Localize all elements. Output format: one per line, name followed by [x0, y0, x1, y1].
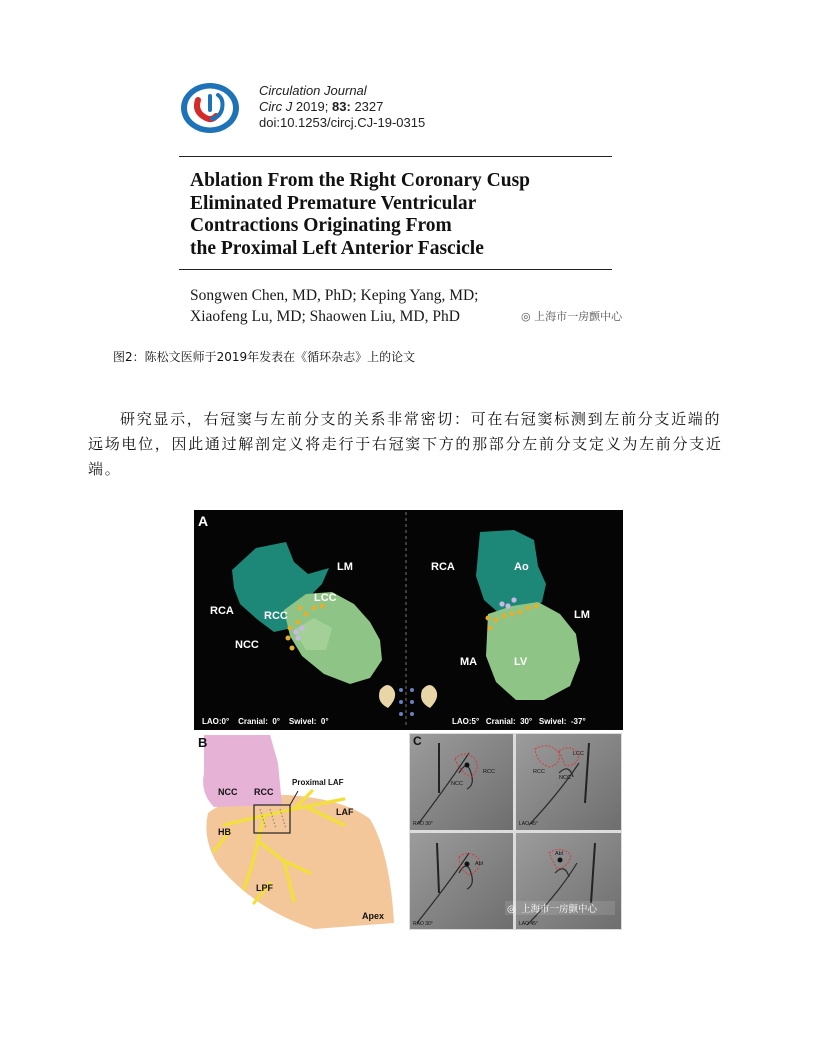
tile4-label-abl: Abl	[555, 851, 563, 857]
label-lv-right: LV	[514, 656, 528, 668]
journal-doi: doi:10.1253/circj.CJ-19-0315	[259, 115, 426, 130]
body-paragraph: 研究显示，右冠窦与左前分支的关系非常密切：可在右冠窦标测到左前分支近端的远场电位，因此通过解剖定义将走行于右冠窦下方的那部分左前分支定义为左前分支近端。	[88, 410, 723, 478]
journal-citation	[259, 99, 425, 115]
label-lcc-left: LCC	[314, 592, 337, 604]
panel-b-letter: B	[198, 735, 208, 750]
journal-meta	[259, 83, 425, 131]
citation-abbr: Circ J	[259, 99, 293, 114]
wechat-icon: ◎	[521, 310, 531, 323]
label-rca-right: RCA	[431, 561, 455, 573]
tile1-label-ncc: NCC	[451, 781, 463, 787]
watermark	[519, 308, 624, 324]
journal-logo	[180, 82, 240, 134]
title-line: the Proximal Left Anterior Fascicle	[190, 237, 484, 259]
figure-caption: 图2：陈松文医师于2019年发表在《循环杂志》上的论文	[113, 350, 416, 364]
label-lm-right: LM	[574, 609, 590, 621]
tile2-label-lcc: LCC	[573, 751, 585, 757]
label-lm-left: LM	[337, 561, 353, 573]
wechat-icon: ◎	[507, 904, 516, 915]
label-lpf: LPF	[256, 883, 273, 893]
figure-panel-a	[194, 510, 623, 730]
panel-c-watermark: 上海市一房颤中心	[521, 904, 598, 915]
label-rca-left: RCA	[210, 605, 234, 617]
tile2-view: LAO 45°	[519, 821, 538, 827]
header-rule-top	[179, 156, 612, 157]
label-ma-right: MA	[460, 656, 478, 668]
label-ncc-left: NCC	[235, 639, 259, 651]
figure-panel-c	[409, 733, 622, 930]
citation-pages: 2327	[354, 99, 384, 114]
label-apex: Apex	[362, 911, 385, 921]
label-hb: HB	[218, 827, 231, 837]
tile1-view: RAO 30°	[413, 821, 433, 827]
label-rcc-left: RCC	[264, 610, 288, 622]
label-ncc-b: NCC	[218, 787, 238, 797]
header-rule-bottom	[179, 269, 612, 270]
tile4-view: LAO 45°	[519, 921, 538, 927]
journal-name: Circulation Journal	[259, 83, 367, 98]
watermark-text: 上海市一房颤中心	[534, 310, 623, 323]
panel-a-letter: A	[198, 513, 209, 529]
tile3-view: RAO 30°	[413, 921, 433, 927]
author-line: Xiaofeng Lu, MD; Shaowen Liu, MD, PhD	[190, 308, 460, 325]
tile1-label-rcc: RCC	[483, 769, 495, 775]
view-angle-left: LAO:0° Cranial: 0° Swivel: 0°	[202, 717, 329, 726]
tile2-label-ncc: NCC	[559, 775, 571, 781]
tile2-label-rcc: RCC	[533, 769, 545, 775]
citation-volume: 83:	[332, 99, 351, 114]
label-proximal-laf: Proximal LAF	[292, 778, 344, 787]
label-ao-right: Ao	[514, 561, 529, 573]
view-angle-right: LAO:5° Cranial: 30° Swivel: -37°	[452, 717, 586, 726]
title-line: Contractions Originating From	[190, 215, 452, 236]
title-line: Eliminated Premature Ventricular	[190, 192, 477, 214]
article-title	[190, 170, 610, 260]
citation-year: 2019;	[295, 99, 329, 114]
title-line: Ablation From the Right Coronary Cusp	[190, 170, 531, 191]
tile3-label-abl: Abl	[475, 861, 483, 867]
panel-c-letter: C	[413, 734, 422, 748]
author-line: Songwen Chen, MD, PhD; Keping Yang, MD;	[190, 287, 479, 304]
figure-panel-b	[194, 733, 407, 930]
label-rcc-b: RCC	[254, 787, 274, 797]
label-laf: LAF	[336, 807, 354, 817]
